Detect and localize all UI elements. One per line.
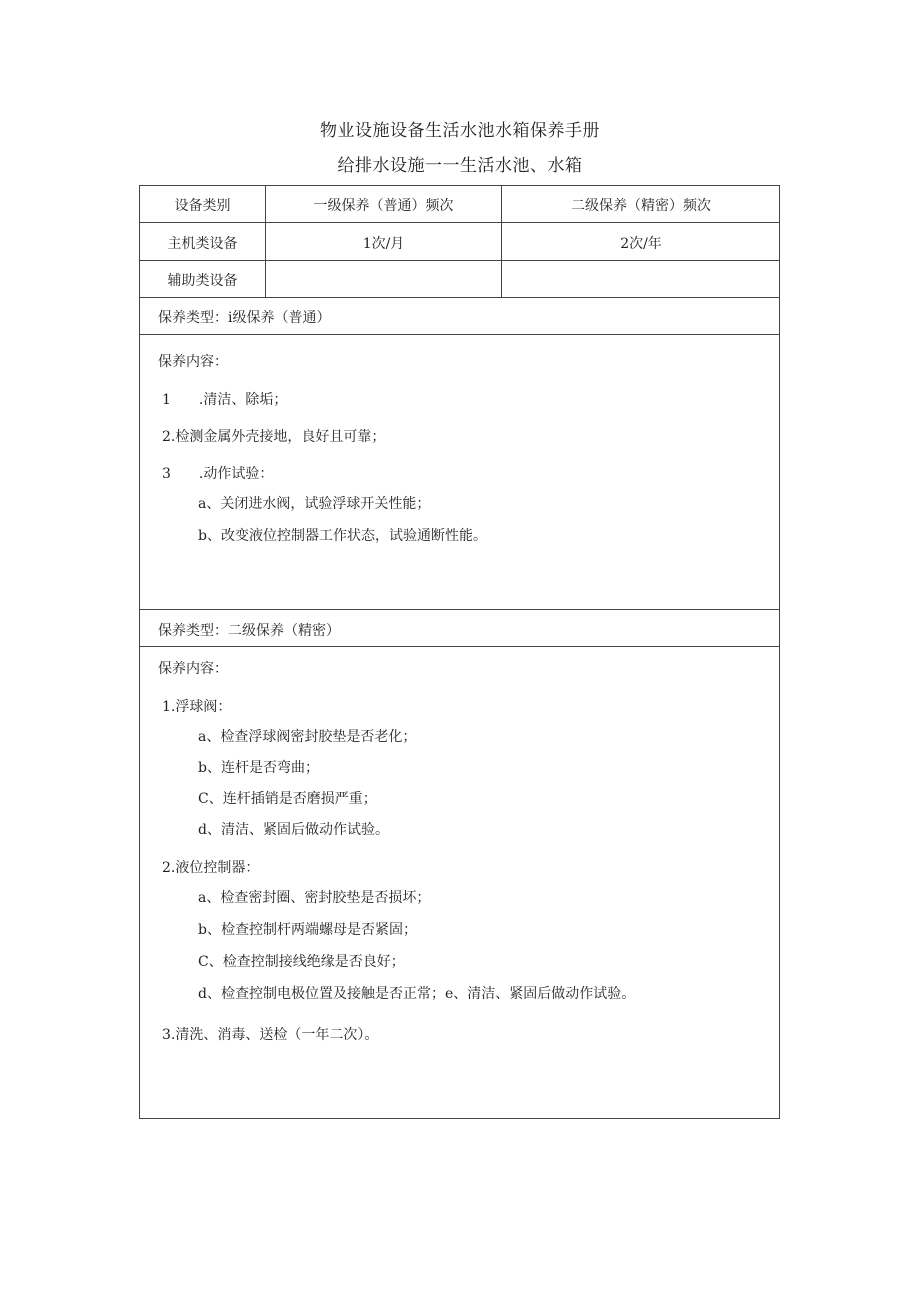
header-level1-frequency: 一级保养（普通）频次 xyxy=(313,198,454,214)
maintenance-table xyxy=(139,185,780,1119)
level2-subitem: d、清洁、紧固后做动作试验。 xyxy=(198,822,389,838)
level2-subitem: C、连杆插销是否磨损严重； xyxy=(198,791,377,807)
row-aux-equipment-label: 辅助类设备 xyxy=(167,273,238,289)
level2-content-label: 保养内容： xyxy=(158,661,228,677)
level2-subitem: a、检查浮球阀密封胶垫是否老化； xyxy=(198,729,417,745)
level2-item: 3.清洗、消毒、送检（一年二次）。 xyxy=(162,1027,379,1043)
level1-type-label: 保养类型：i级保养（普通） xyxy=(158,310,331,326)
row-divider xyxy=(140,222,779,223)
level1-item: 1 .清洁、除垢； xyxy=(162,392,288,408)
document-subtitle: 给排水设施一一生活水池、水箱 xyxy=(337,156,583,176)
level1-subitem: a、关闭进水阀，试验浮球开关性能； xyxy=(198,496,431,512)
row-divider xyxy=(140,609,779,610)
level2-subitem: b、检查控制杆两端螺母是否紧固； xyxy=(198,922,417,938)
header-equipment-category: 设备类别 xyxy=(174,198,231,214)
level2-item: 1.浮球阀： xyxy=(162,699,232,715)
level2-item: 2.液位控制器： xyxy=(162,860,260,876)
row-divider xyxy=(140,260,779,261)
row-divider xyxy=(140,334,779,335)
level1-subitem: b、改变液位控制器工作状态，试验通断性能。 xyxy=(198,528,487,544)
row-main-equipment-level1: 1次/月 xyxy=(362,236,405,252)
level2-type-label: 保养类型：二级保养（精密） xyxy=(158,623,340,639)
row-main-equipment-level2: 2次/年 xyxy=(620,236,662,252)
level2-subitem: b、连杆是否弯曲； xyxy=(198,760,319,776)
level2-subitem: d、检查控制电极位置及接触是否正常；e、清洁、紧固后做动作试验。 xyxy=(198,986,636,1002)
row-divider xyxy=(140,297,779,298)
level1-item: 3 .动作试验： xyxy=(162,466,274,482)
document-title: 物业设施设备生活水池水箱保养手册 xyxy=(320,121,600,141)
level1-item: 2.检测金属外壳接地，良好且可靠； xyxy=(162,429,386,445)
level2-subitem: C、检查控制接线绝缘是否良好； xyxy=(198,954,405,970)
header-level2-frequency: 二级保养（精密）频次 xyxy=(571,198,711,214)
row-main-equipment-label: 主机类设备 xyxy=(167,236,238,252)
level2-subitem: a、检查密封圈、密封胶垫是否损坏； xyxy=(198,890,431,906)
row-divider xyxy=(140,646,779,647)
level1-content-label: 保养内容： xyxy=(158,354,228,370)
